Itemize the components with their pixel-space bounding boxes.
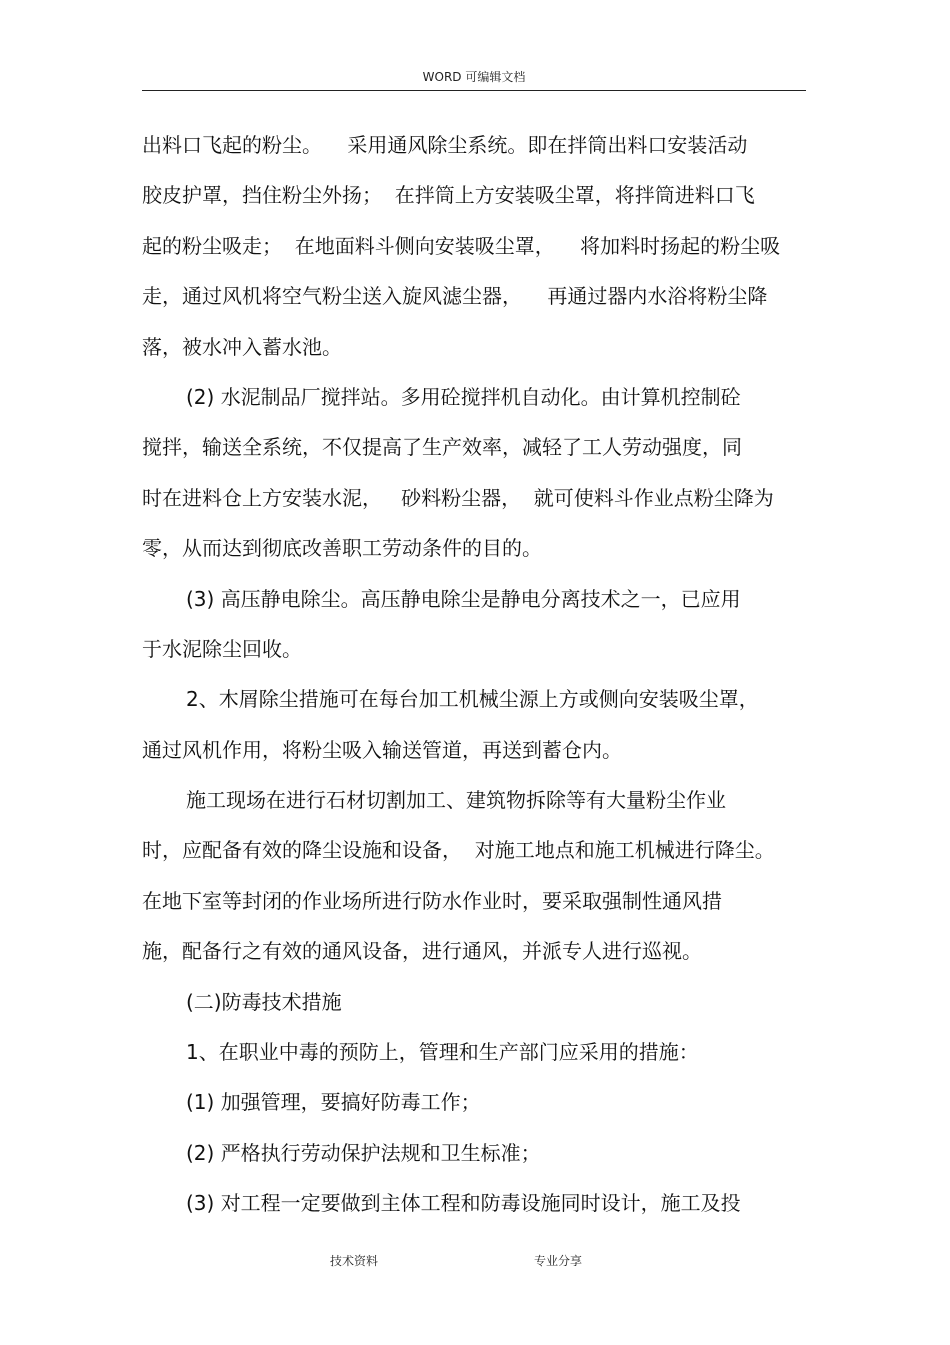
text-line: 时在进料仓上方安装水泥， 砂料粉尘器， 就可使料斗作业点粉尘降为 — [142, 485, 774, 510]
page-header: WORD 可编辑文档 — [422, 70, 526, 84]
footer-left: 技术资料 — [330, 1254, 379, 1268]
text-line: 搅拌，输送全系统，不仅提高了生产效率，减轻了工人劳动强度，同 — [142, 435, 742, 460]
header-rule — [142, 90, 806, 91]
text-line: 走，通过风机将空气粉尘送入旋风滤尘器， 再通过器内水浴将粉尘降 — [142, 284, 768, 309]
document-body — [142, 120, 806, 1229]
text-line: 通过风机作用，将粉尘吸入输送管道，再送到蓄仓内。 — [142, 737, 622, 762]
text-line: 胶皮护罩，挡住粉尘外扬； 在拌筒上方安装吸尘罩，将拌筒进料口飞 — [142, 183, 755, 208]
text-line: (3) 对工程一定要做到主体工程和防毒设施同时设计，施工及投 — [186, 1191, 741, 1216]
text-line: 施工现场在进行石材切割加工、建筑物拆除等有大量粉尘作业 — [186, 788, 726, 813]
text-line: (1) 加强管理，要搞好防毒工作； — [186, 1090, 481, 1115]
text-line: 1、在职业中毒的预防上，管理和生产部门应采用的措施： — [186, 1040, 699, 1065]
text-line: 落，被水冲入蓄水池。 — [142, 334, 342, 359]
text-line: (二)防毒技术措施 — [186, 989, 342, 1014]
text-line: (2) 水泥制品厂搅拌站。多用砼搅拌机自动化。由计算机控制砼 — [186, 384, 741, 409]
text-line: 出料口飞起的粉尘。 采用通风除尘系统。即在拌筒出料口安装活动 — [142, 133, 748, 157]
text-line: 于水泥除尘回收。 — [142, 636, 302, 661]
text-line: (3) 高压静电除尘。高压静电除尘是静电分离技术之一，已应用 — [186, 586, 741, 611]
text-line: 2、木屑除尘措施可在每台加工机械尘源上方或侧向安装吸尘罩， — [186, 687, 759, 712]
text-line: 施，配备行之有效的通风设备，进行通风，并派专人进行巡视。 — [142, 939, 702, 964]
footer-right: 专业分享 — [534, 1254, 583, 1268]
text-line: 起的粉尘吸走； 在地面料斗侧向安装吸尘罩， 将加料时扬起的粉尘吸 — [142, 233, 781, 258]
text-line: 时，应配备有效的降尘设施和设备， 对施工地点和施工机械进行降尘。 — [142, 838, 775, 863]
text-line: 零，从而达到彻底改善职工劳动条件的目的。 — [142, 536, 542, 561]
text-line: 在地下室等封闭的作业场所进行防水作业时，要采取强制性通风措 — [142, 888, 722, 913]
text-line: (2) 严格执行劳动保护法规和卫生标准； — [186, 1140, 541, 1165]
